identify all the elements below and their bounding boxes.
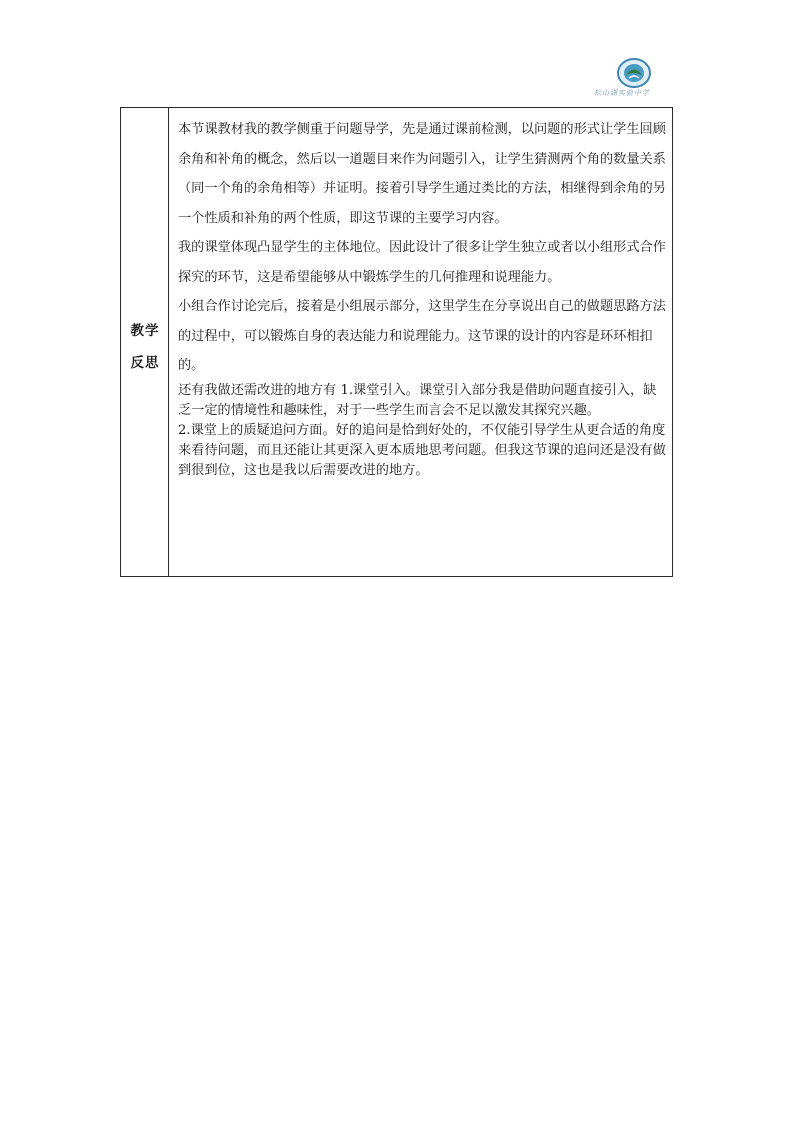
school-emblem-icon <box>612 58 656 90</box>
label-cell <box>121 108 169 576</box>
paragraph: 2.课堂上的质疑追问方面。好的追问是恰到好处的，不仅能引导学生从更合适的角度来看待问题，而且还能让其更深入更本质地思考问题。但我这节课的追问还是没有做到很到位，这也是我以后需要改进的地方。 <box>178 422 666 478</box>
paragraph: 小组合作讨论完后，接着是小组展示部分，这里学生在分享说出自己的做题思路方法的过程中，可以锻炼自身的表达能力和说理能力。这节课的设计的内容是环环相扣的。 <box>178 299 666 373</box>
content-cell <box>178 115 666 481</box>
logo-motto: 松山湖实验中学 <box>594 89 650 97</box>
reflection-table <box>120 107 673 577</box>
paragraph: 还有我做还需改进的地方有 1.课堂引入。课堂引入部分我是借助问题直接引入，缺乏一定的情境性和趣味性，对于一些学生而言会不足以激发其探究兴趣。 <box>178 382 657 418</box>
label-reflection: 反思 <box>130 355 160 371</box>
label-teaching: 教学 <box>130 323 160 339</box>
paragraph: 本节课教材我的教学侧重于问题导学，先是通过课前检测，以问题的形式让学生回顾余角和补角的概念，然后以一道题目来作为问题引入，让学生猜测两个角的数量关系（同一个角的余角相等）并证明。接着引导学生通过类比的方法，相继得到余角的另一个性质和补角的两个性质，即这节课的主要学习内容。 <box>178 122 666 226</box>
paragraph: 我的课堂体现凸显学生的主体地位。因此设计了很多让学生独立或者以小组形式合作探究的环节，这是希望能够从中锻炼学生的几何推理和说理能力。 <box>178 240 666 285</box>
school-logo <box>594 58 686 100</box>
